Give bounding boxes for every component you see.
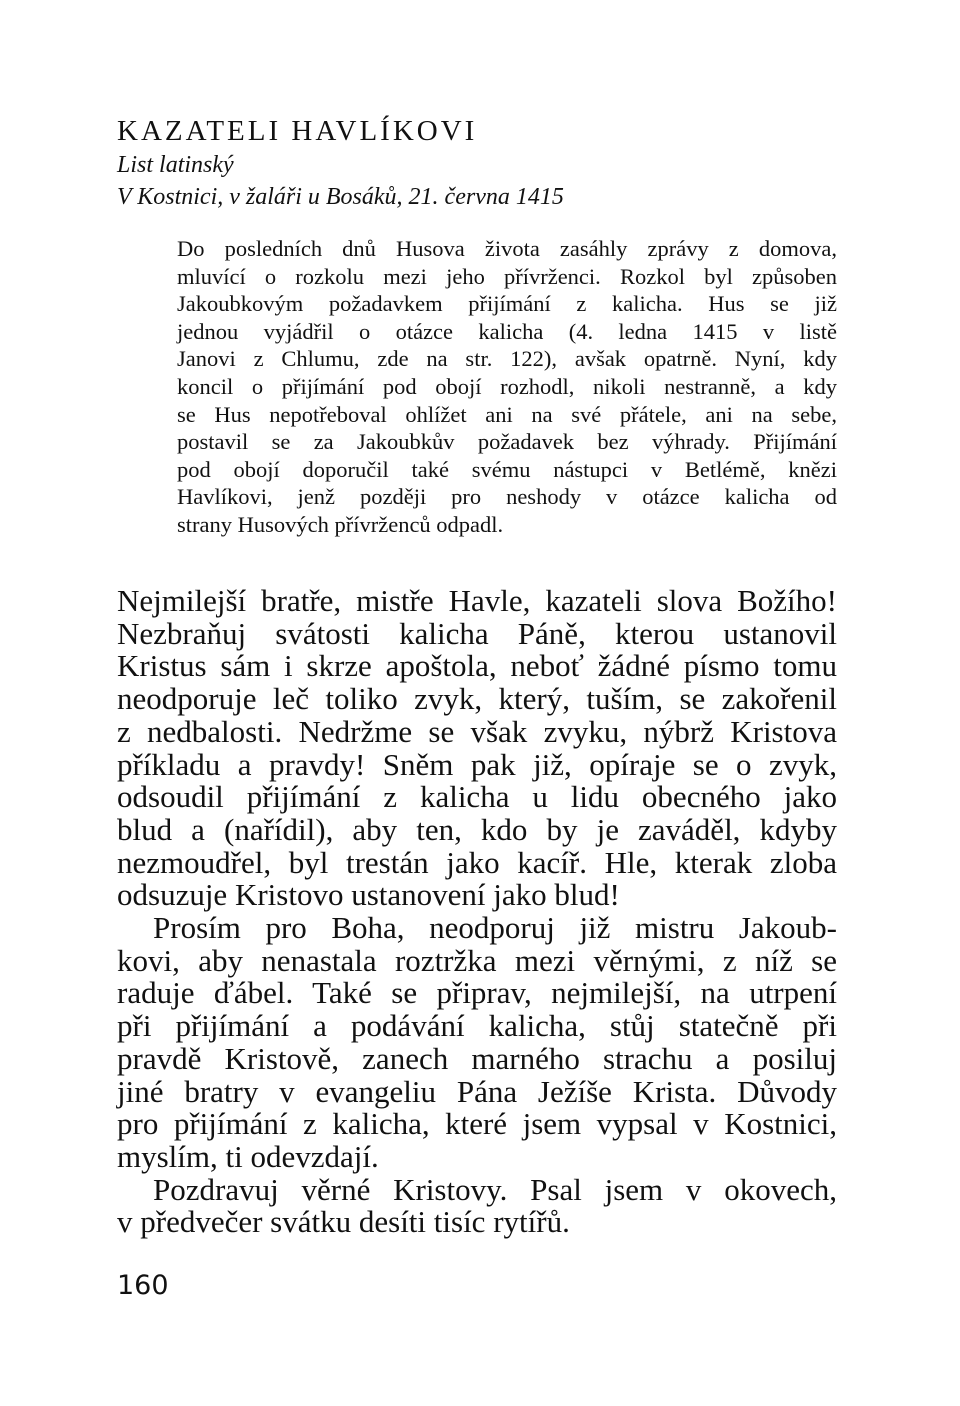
letter-line: odsoudil přijímání z kalicha u lidu obecného jako <box>117 779 837 815</box>
letter-paragraph-1 <box>117 585 837 912</box>
letter-line: při přijímání a podávání kalicha, stůj statečně při <box>117 1008 837 1044</box>
page-number: 160 <box>117 1270 169 1301</box>
letter-line: Prosím pro Boha, neodporuj již mistru Jakoub- <box>153 910 837 946</box>
intro-line: jednou vyjádřil o otázce kalicha (4. ledna 1415 v listě <box>177 318 837 344</box>
letter-place-date-subtitle: V Kostnici, v žaláři u Bosáků, 21. června 1415 <box>117 184 564 210</box>
letter-line: nezmoudřel, byl trestán jako kacíř. Hle, kterak zloba <box>117 844 837 880</box>
letter-line: Nezbraňuj svátosti kalicha Páně, kterou ustanovil <box>117 615 837 651</box>
intro-line: postavil se za Jakoubkův požadavek bez výhrady. Přijímání <box>177 429 837 455</box>
letter-line: raduje ďábel. Také se připrav, nejmilejší, na utrpení <box>117 975 837 1011</box>
intro-line: pod obojí doporučil také svému nástupci v Betlémě, knězi <box>177 456 837 482</box>
letter-line: v předvečer svátku desíti tisíc rytířů. <box>117 1204 570 1240</box>
letter-line: Kristus sám i skrze apoštola, neboť žádné písmo tomu <box>117 648 837 684</box>
letter-type-subtitle: List latinský <box>117 152 234 178</box>
letter-line: odsuzuje Kristovo ustanovení jako blud! <box>117 877 620 913</box>
editorial-introduction <box>177 235 837 539</box>
letter-line: Nejmilejší bratře, mistře Havle, kazateli slova Božího! <box>117 583 837 618</box>
letter-line: neodporuje leč toliko zvyk, který, tuším, se zakořenil <box>117 681 837 717</box>
intro-line: Havlíkovi, jenž později pro neshody v otázce kalicha od <box>177 484 837 510</box>
intro-line: koncil o přijímání pod obojí rozhodl, nikoli nestranně, a kdy <box>177 373 837 399</box>
letter-paragraph-2 <box>117 912 837 1174</box>
letter-line: pravdě Kristově, zanech marného strachu a posiluj <box>117 1040 837 1076</box>
letter-line: pro přijímání z kalicha, které jsem vypsal v Kostnici, <box>117 1106 837 1142</box>
intro-line: strany Husových přívrženců odpadl. <box>177 511 504 537</box>
intro-line: Janovi z Chlumu, zde na str. 122), avšak opatrně. Nyní, kdy <box>177 346 837 372</box>
letter-line: myslím, ti odevzdají. <box>117 1138 379 1174</box>
letter-line: jiné bratry v evangeliu Pána Ježíše Krista. Důvody <box>117 1073 837 1109</box>
letter-line: kovi, aby nenastala roztržka mezi věrnými, z níž se <box>117 942 837 978</box>
intro-line: Jakoubkovým požadavkem přijímání z kalicha. Hus se již <box>177 291 837 317</box>
letter-line: Pozdravuj věrné Kristovy. Psal jsem v okovech, <box>153 1171 837 1207</box>
letter-line: blud a (nařídil), aby ten, kdo by je zaváděl, kdyby <box>117 811 837 847</box>
intro-line: Do posledních dnů Husova života zasáhly zprávy z domova, <box>177 236 837 261</box>
letter-line: z nedbalosti. Nedržme se však zvyku, nýbrž Kristova <box>117 713 837 749</box>
chapter-heading: KAZATELI HAVLÍKOVI <box>117 115 478 147</box>
letter-line: příkladu a pravdy! Sněm pak již, opíraje se o zvyk, <box>117 746 837 782</box>
letter-body <box>117 585 837 1239</box>
intro-line: se Hus nepotřeboval ohlížet ani na své přátele, ani na sebe, <box>177 401 837 427</box>
intro-line: mluvící o rozkolu mezi jeho přívrženci. Rozkol byl způsoben <box>177 263 837 289</box>
letter-paragraph-3 <box>117 1171 837 1240</box>
